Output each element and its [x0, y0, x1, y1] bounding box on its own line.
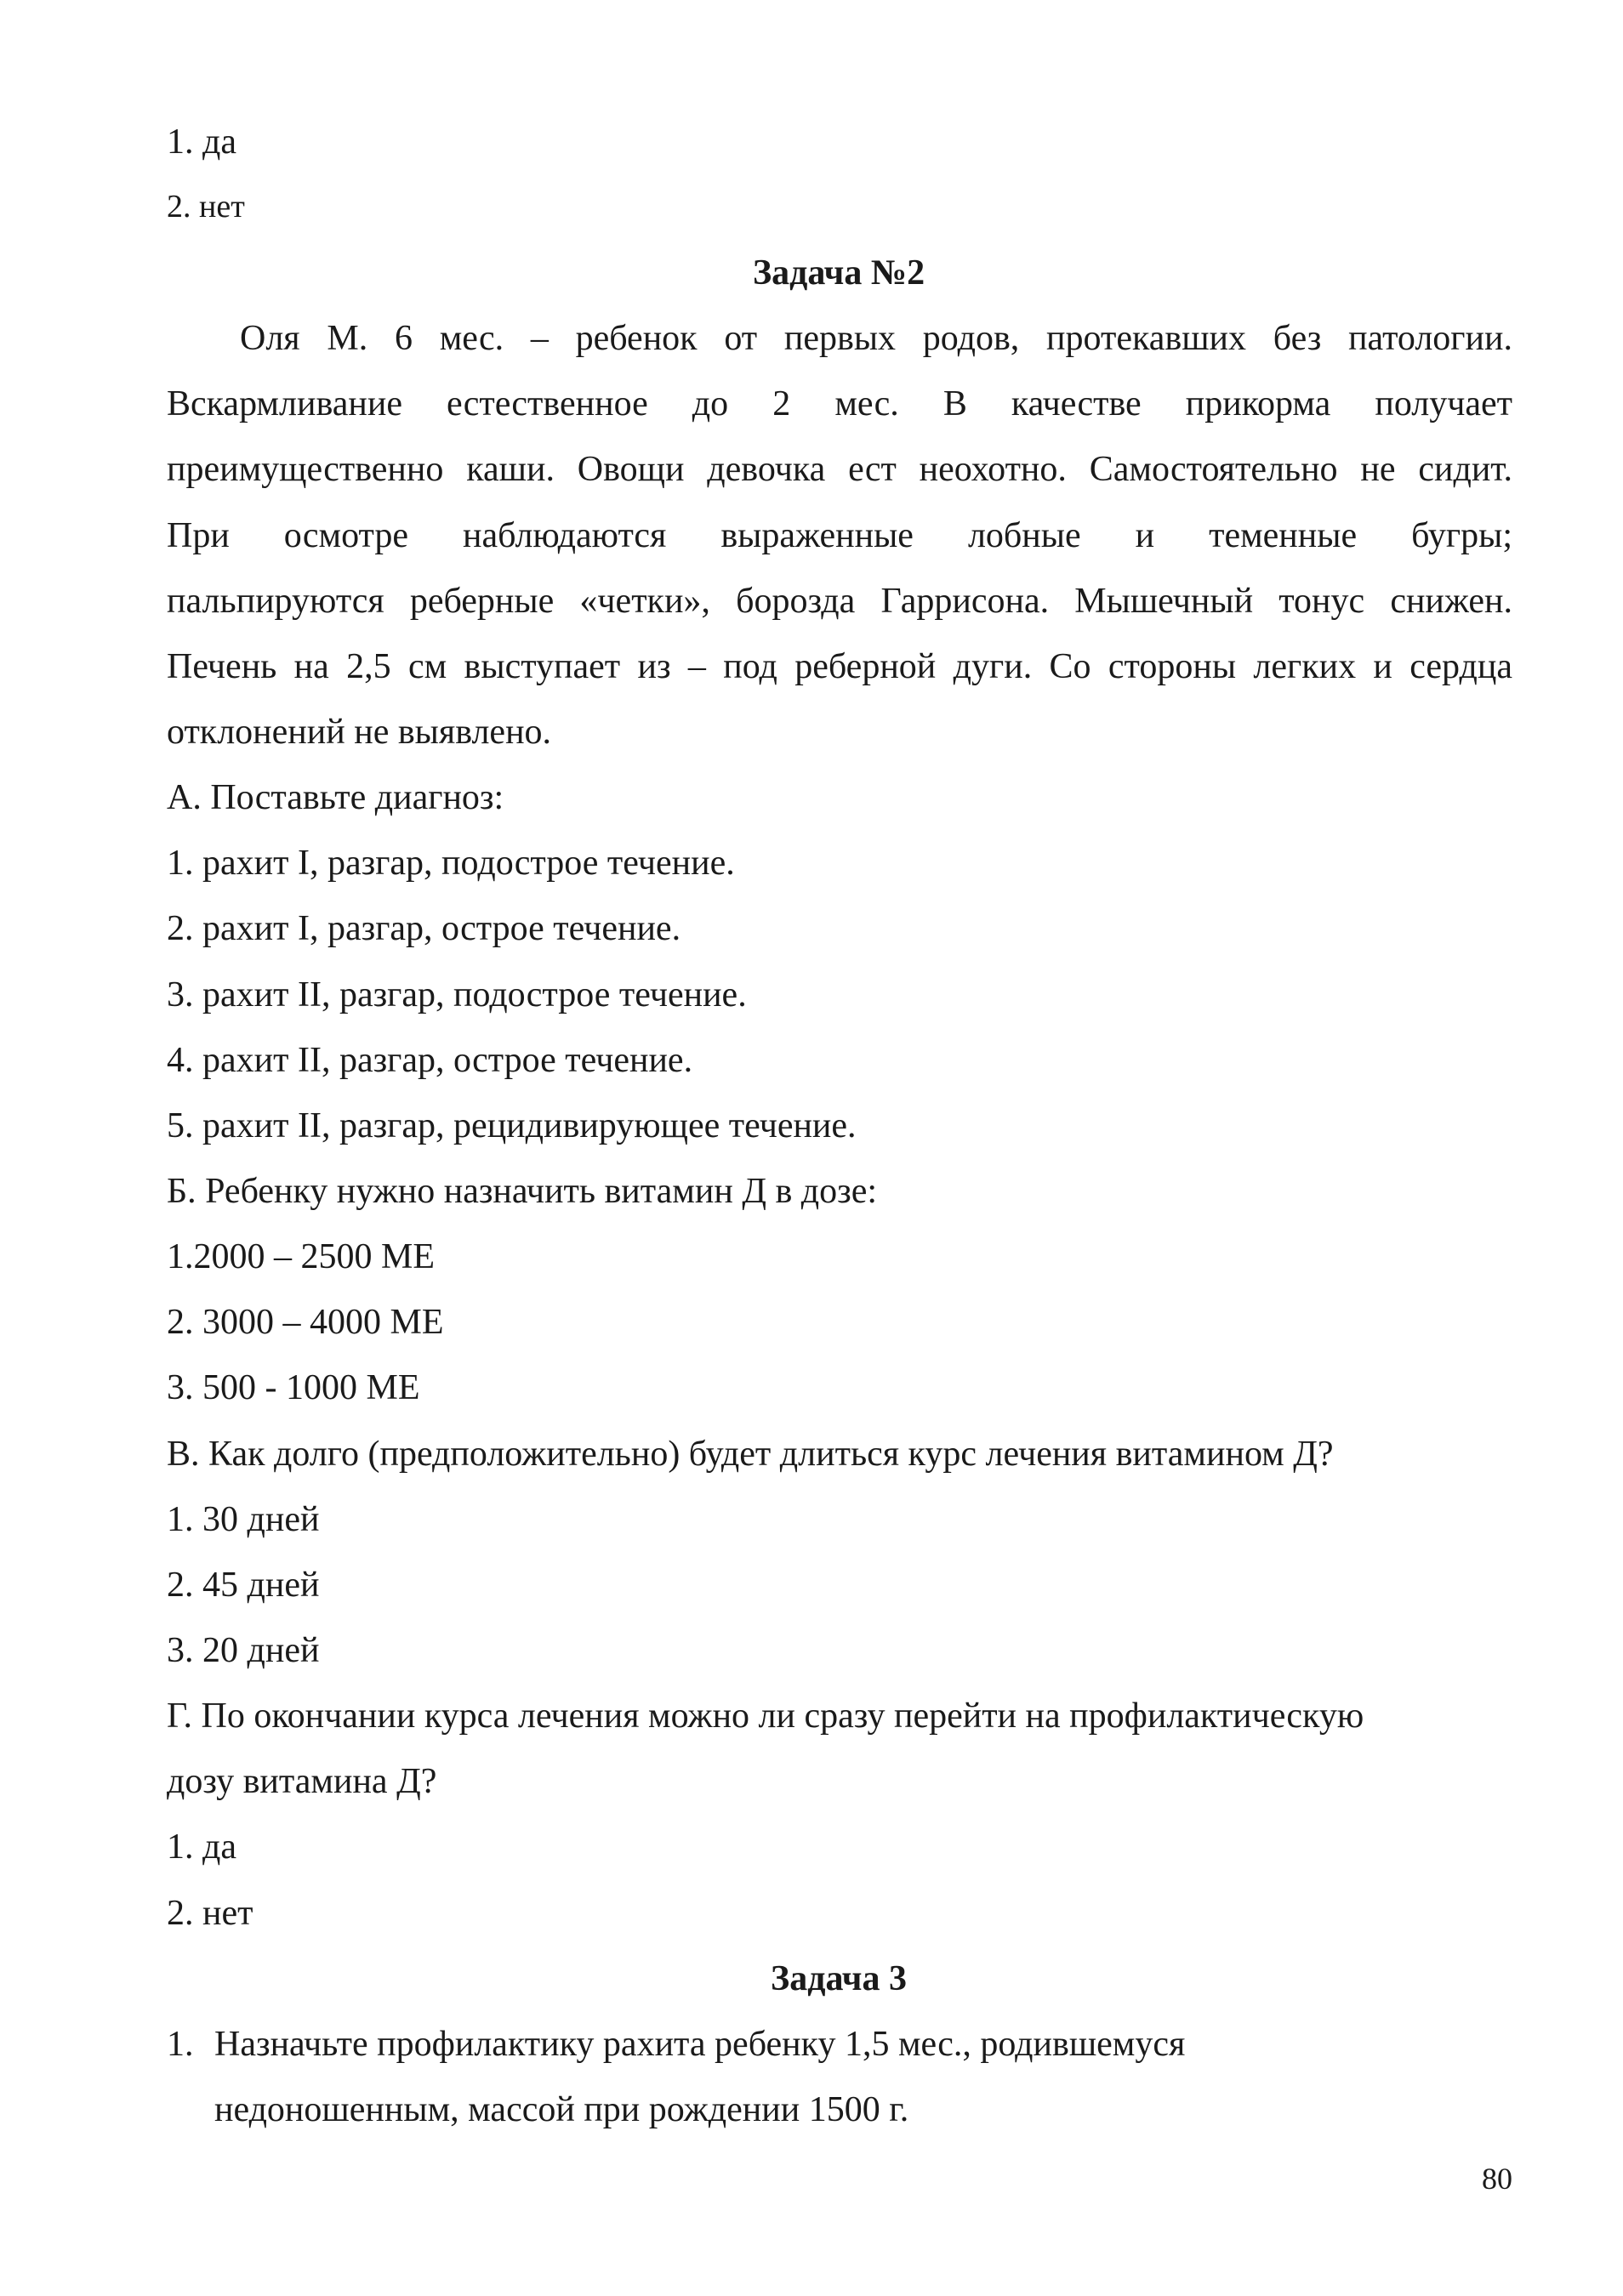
- prev-answer-2: 2. нет: [167, 189, 245, 224]
- prev-answer-1: 1. да: [167, 122, 237, 162]
- option-a-2: 2. рахит I, разгар, острое течение.: [167, 909, 681, 948]
- option-a-4: 4. рахит II, разгар, острое течение.: [167, 1041, 693, 1080]
- option-b-3: 3. 500 - 1000 МЕ: [167, 1368, 420, 1407]
- question-v: В. Как долго (предположительно) будет длиться курс лечения витамином Д?: [167, 1435, 1334, 1474]
- question-b: Б. Ребенку нужно назначить витамин Д в дозе:: [167, 1172, 878, 1211]
- task3-item-1: [167, 2023, 1185, 2066]
- task2-title: Задача №2: [752, 253, 925, 293]
- task2-paragraph-line-1: Оля М. 6 мес. – ребенок от первых родов, протекавших без патологии.: [240, 319, 1512, 358]
- task2-paragraph-line-6: Печень на 2,5 см выступает из – под реберной дуги. Со стороны легких и сердца: [167, 647, 1512, 686]
- task2-paragraph-line-2: Вскармливание естественное до 2 мес. В качестве прикорма получает: [167, 384, 1512, 423]
- option-b-2: 2. 3000 – 4000 МЕ: [167, 1303, 444, 1342]
- option-b-1: 1.2000 – 2500 МЕ: [167, 1237, 435, 1276]
- task3-item-line-2: недоношенным, массой при рождении 1500 г.: [214, 2090, 909, 2129]
- option-a-1: 1. рахит I, разгар, подострое течение.: [167, 844, 735, 883]
- task3-item-line-1: Назначьте профилактику рахита ребенку 1,5 мес., родившемуся: [214, 2025, 1186, 2064]
- task2-paragraph-line-7: отклонений не выявлено.: [167, 713, 552, 752]
- question-g-line-2: дозу витамина Д?: [167, 1762, 437, 1801]
- task3-item-number: 1.: [167, 2025, 194, 2064]
- option-v-1: 1. 30 дней: [167, 1500, 320, 1539]
- question-a: А. Поставьте диагноз:: [167, 778, 504, 817]
- option-v-2: 2. 45 дней: [167, 1566, 320, 1605]
- task3-title: Задача 3: [771, 1959, 907, 1998]
- task2-paragraph-line-5: пальпируются реберные «четки», борозда Гаррисона. Мышечный тонус снижен.: [167, 582, 1512, 621]
- option-v-3: 3. 20 дней: [167, 1631, 320, 1670]
- task2-paragraph-line-4: При осмотре наблюдаются выраженные лобные и теменные бугры;: [167, 516, 1512, 555]
- option-g-2: 2. нет: [167, 1894, 253, 1933]
- option-a-3: 3. рахит II, разгар, подострое течение.: [167, 975, 747, 1014]
- option-g-1: 1. да: [167, 1827, 237, 1867]
- option-a-5: 5. рахит II, разгар, рецидивирующее течение.: [167, 1106, 857, 1145]
- question-g-line-1: Г. По окончании курса лечения можно ли сразу перейти на профилактическую: [167, 1696, 1364, 1736]
- task2-paragraph-line-3: преимущественно каши. Овощи девочка ест неохотно. Самостоятельно не сидит.: [167, 450, 1512, 489]
- page-number: 80: [1482, 2162, 1512, 2196]
